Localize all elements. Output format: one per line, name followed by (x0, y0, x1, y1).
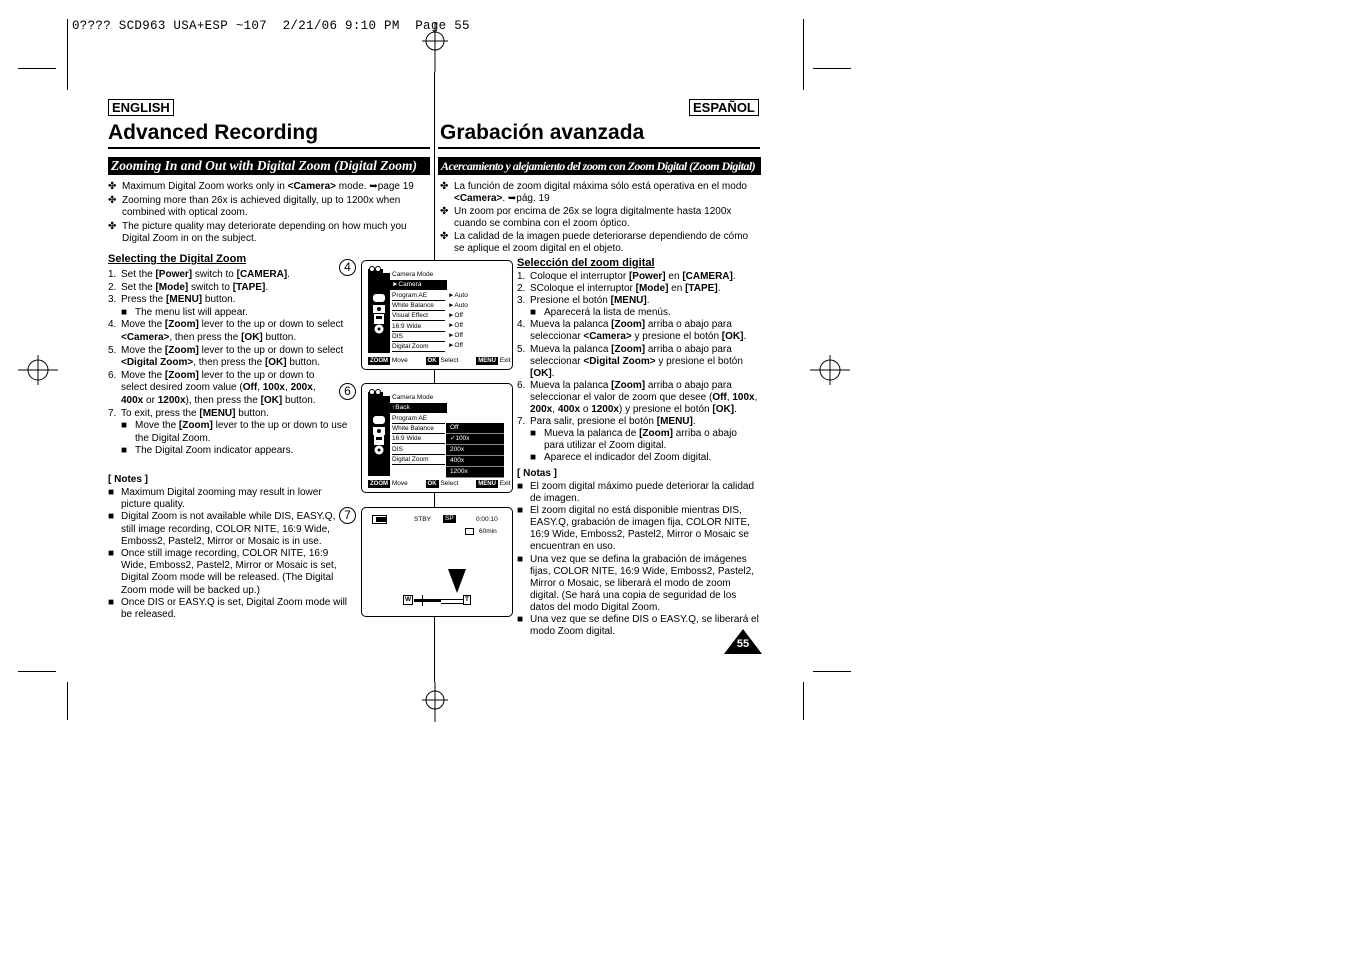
bullet-icon: ✤ (440, 231, 449, 242)
note-line: 16:9 Wide, Emboss2, Pastel2, Mirror o Mosaic se (530, 529, 749, 541)
note-line: Emboss2, Pastel2, Mirror or Mosaic is in use. (121, 535, 322, 547)
note-line: ■ Una vez que se defina la grabación de imágenes (517, 553, 747, 565)
step-line: 5. Move the [Zoom] lever to the up or down to select (108, 344, 344, 356)
note-line: digital. (Se hará una copia de seguridad de los (530, 589, 737, 601)
note-line: ■ El zoom digital máximo puede deteriorar la calidad (517, 481, 755, 492)
screen-camera-menu (361, 260, 513, 370)
menu-item-camera[interactable]: ►Camera (390, 280, 447, 290)
step-line: 4. Move the [Zoom] lever to the up or down to select (108, 319, 344, 331)
screen-bottom-bar (368, 357, 511, 365)
screen-recording-view (361, 507, 513, 617)
page-number: 55 (736, 638, 750, 650)
page-title-spanish: Grabación avanzada (440, 121, 645, 144)
step-line: 5. Mueva la palanca [Zoom] arriba o abajo para (517, 343, 732, 355)
lang-label-english: ENGLISH (108, 99, 174, 116)
registration-mark-bottom (420, 682, 450, 722)
step-number-4: 4 (339, 259, 356, 276)
note-line: Mirror o Mosaic, se liberará el modo de zoom (530, 577, 731, 589)
zoom-key-label: ZOOM (370, 358, 388, 364)
note-line: ■ Una vez que se define DIS o EASY.Q, se liberará el (517, 614, 759, 626)
step-line: 6. Mueva la palanca [Zoom] arriba o abajo para (517, 379, 732, 391)
step-line: 3. Press the [MENU] button. (108, 294, 236, 306)
crop-mark (803, 19, 804, 90)
select-label: Select (440, 480, 459, 487)
notes-english (108, 487, 347, 621)
note-line: Zoom mode will be backed up.) (121, 584, 260, 596)
note-line: still image recording, COLOR NITE, 16:9 Wide, (121, 523, 330, 535)
zoom-option-list (446, 423, 504, 478)
step-line: ■ Aparece el indicador del Zoom digital. (530, 452, 712, 464)
ok-key-label: OK (427, 358, 437, 364)
tape-remain-icon (465, 528, 475, 536)
zoom-option[interactable]: 400x (446, 456, 504, 467)
menu-item-back[interactable]: ↑Back (390, 403, 447, 413)
step-line: ■ Mueva la palanca de [Zoom] arriba o abajo (530, 428, 737, 440)
menu-key-label: MENU (478, 358, 496, 364)
step-line: 200x, 400x o 1200x) y presione el botón [OK]. (530, 404, 737, 416)
bullet-icon: ✤ (108, 194, 117, 206)
crop-mark (803, 682, 804, 720)
step-line: ■ The menu list will appear. (121, 306, 248, 318)
menu-header: Camera Mode (392, 394, 434, 401)
zoom-option[interactable]: ✓100x (446, 434, 504, 445)
exit-label: Exit (499, 357, 511, 364)
step-line: 2. SColoque el interruptor [Mode] en [TAPE]. (517, 283, 721, 295)
steps-spanish (517, 271, 757, 465)
section-heading-english: Zooming In and Out with Digital Zoom (Digital Zoom) (108, 157, 430, 175)
note-line: de imagen. (530, 493, 580, 505)
menu-item[interactable]: Visual Effect (392, 311, 445, 321)
move-label: Move (391, 480, 408, 487)
subheading-spanish: Selección del zoom digital (517, 257, 655, 269)
menu-item[interactable]: Digital Zoom (392, 455, 445, 465)
notes-spanish (517, 481, 759, 638)
step-line: 7. To exit, press the [MENU] button. (108, 407, 269, 419)
crop-mark (813, 68, 851, 69)
menu-item[interactable]: DIS (392, 445, 445, 455)
note-line: Digital Zoom mode will be released. (The Digital (121, 572, 334, 584)
ok-key-label: OK (427, 481, 437, 487)
gear-icon (372, 323, 386, 335)
step-line: <Camera>, then press the [OK] button. (121, 331, 297, 343)
note-line: ■ Digital Zoom is not available while DIS, EASY.Q, (108, 511, 336, 523)
step-line: seleccionar <Camera> y presione el botón [OK]. (530, 331, 747, 343)
bullet-icon: ✤ (108, 181, 117, 192)
crop-mark (18, 68, 56, 69)
menu-item[interactable]: Program AE (392, 291, 445, 301)
notes-heading-english: [ Notes ] (108, 474, 148, 485)
note-line: fijas, COLOR NITE, 16:9 Wide, Emboss2, Pastel2, (530, 565, 754, 577)
note-line: Wide, Emboss2, Pastel2, Mirror or Mosaic is set, (121, 560, 337, 572)
steps-english (108, 269, 347, 458)
menu-values (448, 291, 468, 351)
crop-mark (67, 682, 68, 720)
crop-mark (67, 19, 68, 90)
note-line: EASY.Q, grabación de imagen fija, COLOR NITE, (530, 517, 750, 529)
camera-icon (367, 266, 387, 278)
registration-mark-left (18, 350, 58, 390)
note-line: modo Zoom digital. (530, 626, 616, 638)
zoom-indicator-arrow-icon (448, 569, 466, 595)
notes-heading-spanish: [ Notas ] (517, 468, 557, 479)
step-line: ■ Move the [Zoom] lever to the up or down to use (121, 420, 348, 432)
note-line: encuentran en uso. (530, 541, 616, 553)
note-line: ■ Once DIS or EASY.Q is set, Digital Zoom mode will (108, 596, 348, 608)
note-line: picture quality. (121, 499, 185, 511)
section-heading-spanish: Acercamiento y alejamiento del zoom con Zoom Digital (Zoom Digital) (438, 157, 761, 175)
zoom-option[interactable]: 1200x (446, 467, 504, 478)
sp-mode-label: SP (445, 515, 454, 522)
step-line: ■ Aparecerá la lista de menús. (530, 307, 671, 319)
wide-label: W (405, 596, 412, 603)
menu-item[interactable]: White Balance (392, 424, 445, 434)
bullet-icon: ✤ (440, 206, 449, 217)
move-label: Move (391, 357, 408, 364)
menu-value: ►Off (448, 332, 463, 339)
crop-mark (813, 671, 851, 672)
print-header: 0???? SCD963 USA+ESP ~107 2/21/06 9:10 PM Page 55 (72, 19, 470, 33)
crop-mark (18, 671, 56, 672)
menu-value: ►Off (448, 312, 463, 319)
menu-header: Camera Mode (392, 271, 434, 278)
battery-icon (372, 515, 388, 525)
select-label: Select (440, 357, 459, 364)
step-line: seleccionar <Digital Zoom> y presione el botón (530, 355, 743, 367)
zoom-option[interactable]: 200x (446, 445, 504, 456)
menu-value: ►Off (448, 342, 463, 349)
step-line: select desired zoom value (Off, 100x, 200x, (121, 382, 316, 394)
registration-mark-right (810, 350, 850, 390)
step-number-6: 6 (339, 383, 356, 400)
gear-icon (372, 444, 386, 456)
step-line: 2. Set the [Mode] switch to [TAPE]. (108, 281, 269, 293)
zoom-key-label: ZOOM (370, 481, 388, 487)
page-title-english: Advanced Recording (108, 121, 319, 144)
zoom-bar-digital-range (441, 599, 463, 604)
menu-value: ►Auto (448, 292, 468, 299)
tele-label: T (465, 596, 469, 603)
menu-item[interactable]: 16:9 Wide (392, 434, 445, 444)
step-line: 1. Set the [Power] switch to [CAMERA]. (108, 269, 290, 280)
bullet-icon: ✤ (108, 220, 117, 232)
step-line: [OK]. (530, 367, 555, 379)
step-line: 3. Presione el botón [MENU]. (517, 295, 650, 307)
note-line: datos del modo Digital Zoom. (530, 601, 661, 613)
step-line: 7. Para salir, presione el botón [MENU]. (517, 416, 696, 428)
menu-value: ►Off (448, 322, 463, 329)
step-line: seleccionar el valor de zoom que desee (Off, 100x, (530, 391, 758, 403)
step-line: para utilizar el Zoom digital. (544, 440, 667, 452)
standby-label: STBY (414, 516, 431, 523)
lang-label-spanish: ESPAÑOL (689, 99, 759, 116)
screen-bottom-bar (368, 480, 511, 488)
menu-item[interactable]: DIS (392, 332, 445, 342)
subheading-english: Selecting the Digital Zoom (108, 253, 247, 265)
menu-item[interactable]: Digital Zoom (392, 342, 445, 352)
menu-key-label: MENU (478, 481, 496, 487)
title-rule (438, 147, 760, 149)
note-line: ■ El zoom digital no está disponible mientras DIS, (517, 505, 742, 517)
remaining-time: 60min (479, 528, 497, 535)
step-line: 1. Coloque el interruptor [Power] en [CAMERA]. (517, 271, 736, 282)
note-line: ■ Maximum Digital zooming may result in lower (108, 487, 322, 498)
screen-digital-zoom-menu (361, 383, 513, 493)
step-line: 400x or 1200x), then press the [OK] button. (121, 394, 316, 406)
note-line: be released. (121, 609, 177, 621)
title-rule (108, 147, 430, 149)
menu-item[interactable]: White Balance (392, 301, 445, 311)
step-line: the Digital Zoom. (135, 432, 211, 444)
step-line: ■ The Digital Zoom indicator appears. (121, 445, 294, 457)
note-line: ■ Once still image recording, COLOR NITE, 16:9 (108, 548, 329, 560)
bullet-icon: ✤ (440, 181, 449, 192)
menu-item[interactable]: Program AE (392, 414, 445, 424)
camera-icon (367, 389, 387, 401)
step-line: 6. Move the [Zoom] lever to the up or down to (108, 369, 315, 381)
menu-item[interactable]: 16:9 Wide (392, 322, 445, 332)
zoom-bar-marker (422, 595, 423, 606)
step-line: 4. Mueva la palanca [Zoom] arriba o abajo para (517, 319, 732, 331)
tape-counter: 0:00:10 (476, 516, 498, 523)
step-line: <Digital Zoom>, then press the [OK] button. (121, 357, 320, 369)
zoom-option[interactable]: Off (446, 423, 504, 434)
step-number-7: 7 (339, 507, 356, 524)
menu-value: ►Auto (448, 302, 468, 309)
exit-label: Exit (499, 480, 511, 487)
